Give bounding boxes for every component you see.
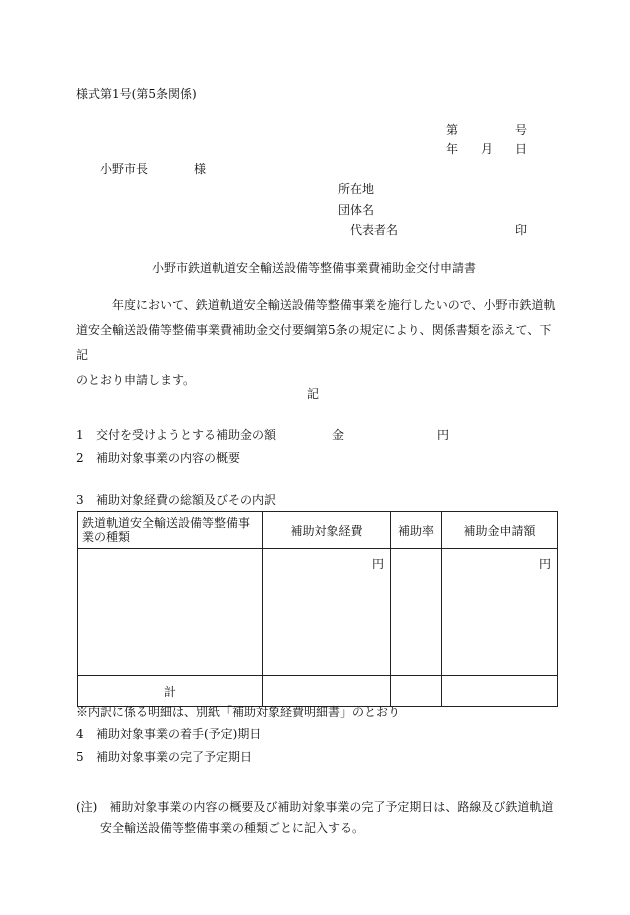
total-eligible-cost[interactable]	[263, 676, 391, 707]
body-line-2: 道安全輸送設備等整備事業費補助金交付要綱第5条の規定により、関係書類を添えて、下記	[76, 323, 552, 362]
header-project-type: 鉄道軌道安全輸送設備等整備事業の種類	[78, 512, 263, 549]
body-line-1: 年度において、鉄道軌道安全輸送設備等整備事業を施行したいので、小野市鉄道軌	[112, 298, 556, 312]
document-title: 小野市鉄道軌道安全輸送設備等整備事業費補助金交付申請書	[152, 261, 477, 275]
body-line-3: のとおり申請します。	[76, 373, 196, 387]
item3-number: 3	[76, 493, 84, 507]
header-subsidy-rate: 補助率	[391, 512, 442, 549]
total-requested-amount[interactable]	[442, 676, 558, 707]
applicant-rep-label: 代表者名	[350, 223, 399, 237]
item1-kin: 金	[332, 428, 345, 442]
table-note: ※内訳に係る明細は、別紙「補助対象経費明細書」のとおり	[76, 705, 401, 719]
eligible-cost-unit: 円	[371, 557, 384, 571]
item4-label: 補助対象事業の着手(予定)期日	[96, 727, 262, 741]
item5-number: 5	[76, 750, 84, 764]
table-header-row	[78, 512, 558, 549]
applicant-org-label: 団体名	[338, 203, 375, 217]
item1-label: 交付を受けようとする補助金の額	[96, 428, 277, 442]
item3-label: 補助対象経費の総額及びその内訳	[96, 493, 277, 507]
seal-mark: 印	[515, 223, 528, 237]
cell-eligible-cost[interactable]	[263, 549, 391, 676]
footnote-prefix: (注)	[76, 800, 98, 814]
date-month: 月	[481, 142, 494, 156]
footnote-line-1: 補助対象事業の内容の概要及び補助対象事業の完了予定期日は、路線及び鉄道軌道	[109, 800, 554, 814]
cell-subsidy-rate[interactable]	[391, 549, 442, 676]
table-total-row	[78, 676, 558, 707]
doc-number-prefix: 第	[446, 123, 459, 137]
footnote	[76, 797, 566, 839]
item1-en: 円	[437, 428, 450, 442]
budget-table	[77, 511, 558, 707]
item4-number: 4	[76, 727, 84, 741]
cell-project-type[interactable]	[78, 549, 263, 676]
item2-number: 2	[76, 451, 84, 465]
item5-label: 補助対象事業の完了予定期日	[96, 750, 253, 764]
body-paragraph	[76, 293, 556, 393]
doc-number-suffix: 号	[515, 123, 528, 137]
ki-heading: 記	[307, 387, 320, 401]
header-requested-amount: 補助金申請額	[442, 512, 558, 549]
footnote-line-2: 安全輸送設備等整備事業の種類ごとに記入する。	[100, 821, 365, 835]
item2-label: 補助対象事業の内容の概要	[96, 451, 241, 465]
form-number: 様式第1号(第5条関係)	[76, 87, 197, 101]
table-row	[78, 549, 558, 676]
requested-amount-unit: 円	[538, 557, 551, 571]
addressee-honorific: 様	[194, 162, 207, 176]
addressee-name: 小野市長	[100, 162, 149, 176]
header-eligible-cost: 補助対象経費	[263, 512, 391, 549]
total-subsidy-rate[interactable]	[391, 676, 442, 707]
applicant-address-label: 所在地	[338, 182, 375, 196]
date-day: 日	[515, 142, 528, 156]
item1-number: 1	[76, 428, 84, 442]
date-year: 年	[446, 142, 459, 156]
cell-requested-amount[interactable]	[442, 549, 558, 676]
total-label: 計	[78, 676, 263, 707]
